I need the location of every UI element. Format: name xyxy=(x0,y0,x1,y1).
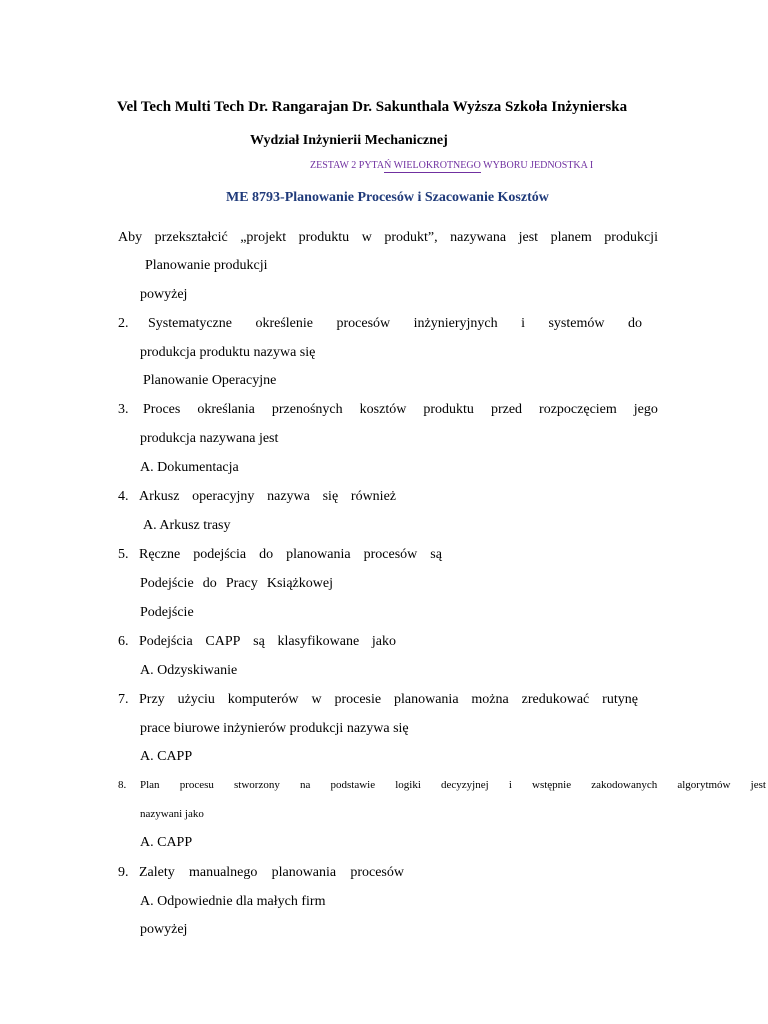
q7-line1 xyxy=(139,692,638,708)
q5-word: planowania xyxy=(286,547,351,562)
q2-word: do xyxy=(627,316,642,331)
q7-word: w xyxy=(311,692,322,707)
q3-word: rozpoczęciem xyxy=(539,402,617,417)
question-set-title xyxy=(310,160,593,171)
q2-word: systemów xyxy=(548,316,605,331)
q4-word: również xyxy=(350,489,396,504)
q2-word: inżynieryjnych xyxy=(413,316,498,331)
q3-number: 3. xyxy=(118,402,129,417)
q4-word: operacyjny xyxy=(192,489,255,504)
q2-word: Systematyczne xyxy=(148,316,232,331)
q8-word: algorytmów xyxy=(677,779,731,791)
set-underlined: Ń WIELOKROTNEGO xyxy=(384,160,481,171)
q6-word: CAPP xyxy=(205,634,241,649)
q8-number: 8. xyxy=(118,779,127,791)
q8-word: na xyxy=(299,779,311,791)
q8-line2: nazywani jako xyxy=(140,808,204,820)
q7-word: Przy xyxy=(139,692,165,707)
q1-word: planem xyxy=(550,230,592,245)
q1-answer-1: Planowanie produkcji xyxy=(145,258,268,273)
q7-word: rutynę xyxy=(602,692,638,707)
q4-word: Arkusz xyxy=(139,489,180,504)
q3-answer: A. Dokumentacja xyxy=(140,460,239,475)
q2-word: procesów xyxy=(336,316,391,331)
q7-line2: prace biurowe inżynierów produkcji nazywa się xyxy=(140,721,409,736)
q3-word: kosztów xyxy=(359,402,407,417)
set-suffix: WYBORU JEDNOSTKA I xyxy=(480,160,594,171)
q1-word: w xyxy=(361,230,372,245)
q9-word: procesów xyxy=(350,865,404,880)
q1-word: produkcji xyxy=(604,230,658,245)
q8-word: i xyxy=(508,779,512,791)
q1-word: „projekt xyxy=(240,230,287,245)
q7-word: procesie xyxy=(334,692,382,707)
q7-number: 7. xyxy=(118,692,129,707)
q8-word: procesu xyxy=(179,779,214,791)
q8-word: wstępnie xyxy=(532,779,572,791)
q2-number: 2. xyxy=(118,316,129,331)
q1-word: produktu xyxy=(298,230,350,245)
q6-word: Podejścia xyxy=(139,634,193,649)
q6-answer: A. Odzyskiwanie xyxy=(140,663,238,678)
q6-word: są xyxy=(253,634,265,649)
q8-word: jest xyxy=(750,779,766,791)
q5-number: 5. xyxy=(118,547,129,562)
q3-word: Proces xyxy=(143,402,181,417)
q3-word: przenośnych xyxy=(271,402,343,417)
q4-number: 4. xyxy=(118,489,129,504)
q1-answer-2: powyżej xyxy=(140,287,188,302)
q5-answer-word: Pracy xyxy=(225,576,258,591)
q6-word: klasyfikowane xyxy=(277,634,360,649)
q8-line1 xyxy=(140,779,766,791)
q9-answer-2: powyżej xyxy=(140,922,188,937)
q2-answer: Planowanie Operacyjne xyxy=(143,373,277,388)
q8-word: podstawie xyxy=(330,779,376,791)
q1-word: przekształcić xyxy=(154,230,228,245)
q3-line2: produkcja nazywana jest xyxy=(140,431,279,446)
q6-word: jako xyxy=(371,634,396,649)
q3-word: produktu xyxy=(423,402,474,417)
q1-word: produkt”, xyxy=(384,230,438,245)
q8-word: zakodowanych xyxy=(591,779,658,791)
q2-line2: produkcja produktu nazywa się xyxy=(140,345,316,360)
q7-word: planowania xyxy=(394,692,459,707)
q8-word: logiki xyxy=(395,779,421,791)
q4-line1 xyxy=(139,489,396,505)
q5-answer-word: Podejście xyxy=(140,576,194,591)
q5-answer-word: Książkowej xyxy=(266,576,333,591)
q5-line1 xyxy=(139,547,442,563)
q9-line1 xyxy=(139,865,404,881)
q1-line1 xyxy=(118,230,658,246)
q8-word: Plan xyxy=(140,779,160,791)
q1-word: jest xyxy=(518,230,539,245)
q7-word: użyciu xyxy=(177,692,215,707)
q5-answer-1 xyxy=(140,576,333,592)
q9-word: Zalety xyxy=(139,865,175,880)
q4-word: się xyxy=(322,489,339,504)
q2-word: i xyxy=(521,316,525,331)
q7-word: zredukować xyxy=(521,692,590,707)
q1-word: nazywana xyxy=(450,230,507,245)
q8-answer: A. CAPP xyxy=(140,835,193,850)
q9-word: manualnego xyxy=(188,865,258,880)
q7-word: komputerów xyxy=(227,692,299,707)
set-prefix: ZESTAW 2 PYTA xyxy=(310,160,385,171)
q2-word: określenie xyxy=(255,316,313,331)
q7-word: można xyxy=(471,692,509,707)
q7-answer: A. CAPP xyxy=(140,749,193,764)
q4-word: nazywa xyxy=(267,489,310,504)
q3-word: jego xyxy=(633,402,658,417)
q1-word: Aby xyxy=(118,230,143,245)
q6-number: 6. xyxy=(118,634,129,649)
q5-word: są xyxy=(430,547,442,562)
q3-line1 xyxy=(143,402,658,418)
q9-answer-1: A. Odpowiednie dla małych firm xyxy=(140,894,326,909)
q4-answer: A. Arkusz trasy xyxy=(143,518,231,533)
course-title: ME 8793-Planowanie Procesów i Szacowanie Kosztów xyxy=(226,190,549,205)
q9-number: 9. xyxy=(118,865,129,880)
q9-word: planowania xyxy=(271,865,337,880)
q5-word: procesów xyxy=(363,547,418,562)
q5-word: do xyxy=(259,547,274,562)
department-title: Wydział Inżynierii Mechanicznej xyxy=(250,133,448,148)
q3-word: przed xyxy=(490,402,523,417)
q3-word: określania xyxy=(197,402,255,417)
q5-word: podejścia xyxy=(193,547,247,562)
q5-answer-word: do xyxy=(202,576,217,591)
q2-line1 xyxy=(148,316,642,332)
q5-word: Ręczne xyxy=(139,547,181,562)
q8-word: stworzony xyxy=(234,779,280,791)
q6-line1 xyxy=(139,634,396,650)
q8-word: decyzyjnej xyxy=(441,779,489,791)
institution-title: Vel Tech Multi Tech Dr. Rangarajan Dr. Sakunthala Wyższa Szkoła Inżynierska xyxy=(117,99,628,115)
q5-answer-2: Podejście xyxy=(140,605,194,620)
